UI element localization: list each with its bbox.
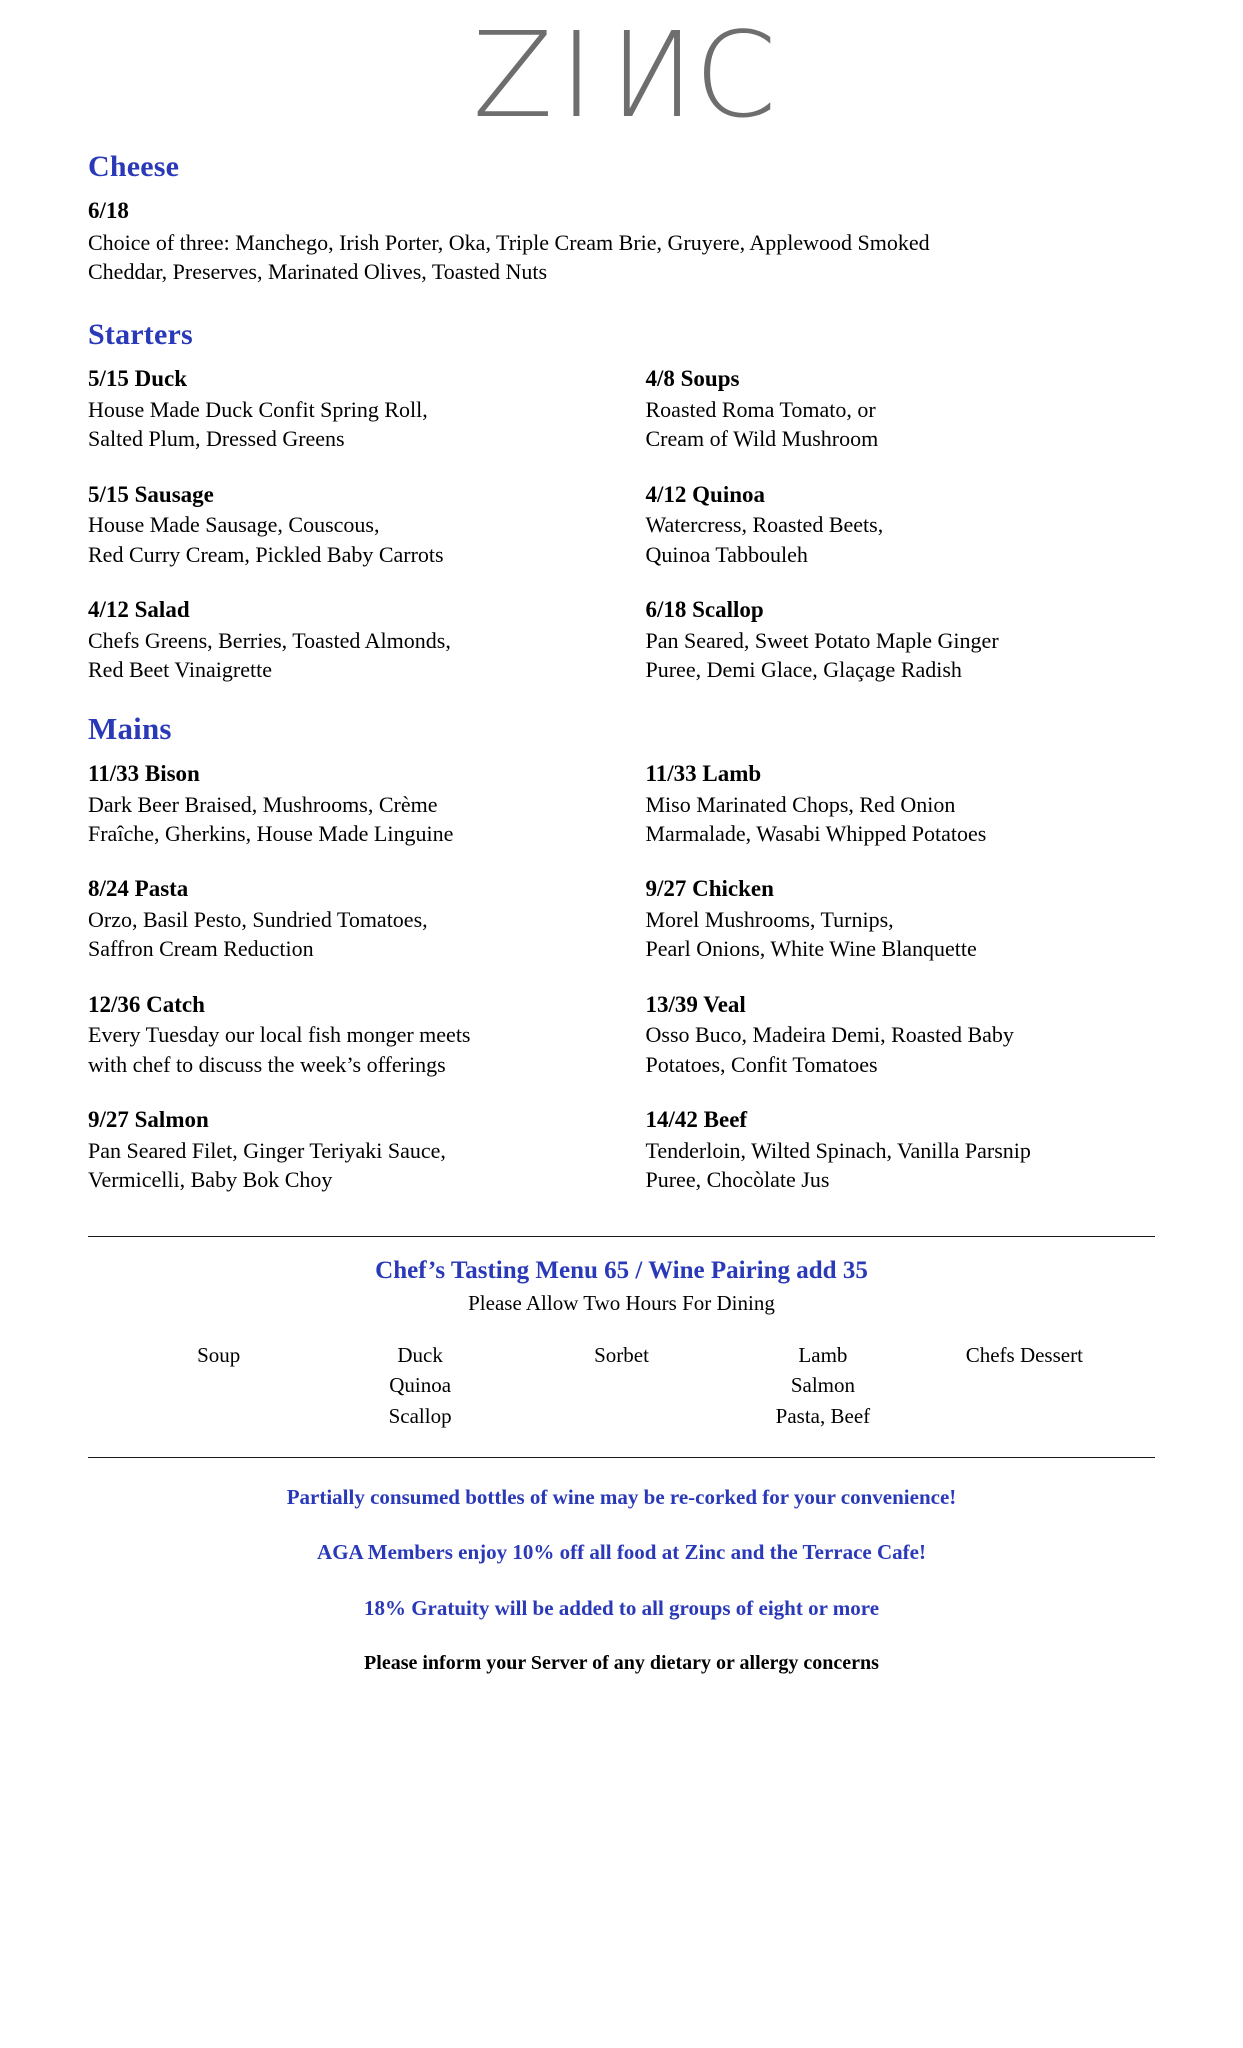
- dish-description-line-1: House Made Sausage, Couscous,: [88, 512, 380, 538]
- notice-aga-discount: AGA Members enjoy 10% off all food at Zinc and the Terrace Cafe!: [317, 1540, 926, 1565]
- notice-gratuity: 18% Gratuity will be added to all groups of eight or more: [363, 1595, 880, 1620]
- dish-name: 4/8 Soups: [645, 366, 740, 392]
- dish-catch: [88, 991, 622, 1079]
- dish-description-line-1: House Made Duck Confit Spring Roll,: [88, 397, 428, 422]
- dish-description-line-2: Marmalade, Wasabi Whipped Potatoes: [645, 821, 987, 847]
- dish-name: 14/42 Beef: [645, 1106, 748, 1132]
- dish-description: [646, 510, 1156, 569]
- cheese-description: [88, 228, 1155, 287]
- tasting-course-item: Salmon: [790, 1373, 855, 1398]
- tasting-course-item: Sorbet: [594, 1342, 649, 1367]
- tasting-course-column: [924, 1340, 1125, 1431]
- tasting-menu-title: Chef’s Tasting Menu 65 / Wine Pairing add 35: [375, 1257, 868, 1285]
- dish-description-line-1: Orzo, Basil Pesto, Sundried Tomatoes,: [88, 907, 428, 933]
- notice-wine-recork: Partially consumed bottles of wine may be re-corked for your convenience!: [286, 1484, 957, 1509]
- dish-name: 9/27 Salmon: [88, 1106, 209, 1132]
- tasting-course-column: [118, 1340, 319, 1431]
- tasting-course-item: Duck: [397, 1342, 443, 1367]
- tasting-course-item: Chefs Dessert: [965, 1342, 1083, 1367]
- starters-column-right: [622, 365, 1156, 684]
- dish-description-line-2: Saffron Cream Reduction: [88, 936, 314, 962]
- tasting-course-column: [319, 1340, 520, 1431]
- dish-description-line-2: Pearl Onions, White Wine Blanquette: [645, 936, 977, 962]
- dish-chicken: [646, 875, 1156, 963]
- tasting-course-item: Scallop: [388, 1403, 452, 1428]
- cheese-description-line-1: Choice of three: Manchego, Irish Porter, Oka, Triple Cream Brie, Gruyere, Applewood Smoked: [88, 229, 930, 255]
- dish-description-line-2: Vermicelli, Baby Bok Choy: [88, 1166, 333, 1192]
- starters-column-left: [88, 365, 622, 684]
- dish-description-line-1: Miso Marinated Chops, Red Onion: [645, 791, 956, 817]
- dish-description-line-1: Watercress, Roasted Beets,: [645, 512, 884, 538]
- cheese-description-line-2: Cheddar, Preserves, Marinated Olives, Toasted Nuts: [88, 259, 548, 284]
- dish-description-line-1: Roasted Roma Tomato, or: [645, 397, 876, 422]
- dish-name: 9/27 Chicken: [645, 876, 774, 902]
- dish-name: 13/39 Veal: [645, 991, 746, 1017]
- dish-description: [88, 905, 622, 964]
- dish-pasta: [88, 875, 622, 963]
- tasting-course-item: Soup: [197, 1342, 241, 1367]
- dish-description-line-1: Dark Beer Braised, Mushrooms, Crème: [88, 791, 438, 817]
- tasting-course-grid: [88, 1340, 1155, 1431]
- dish-name: 4/12 Salad: [88, 596, 190, 622]
- dish-description: [88, 1020, 622, 1079]
- dish-name: 8/24 Pasta: [88, 876, 189, 902]
- dish-description-line-2: Cream of Wild Mushroom: [645, 426, 879, 452]
- notice-allergy: Please inform your Server of any dietary or allergy concerns: [364, 1651, 879, 1674]
- dish-description-line-1: Chefs Greens, Berries, Toasted Almonds,: [88, 627, 451, 653]
- dish-name: 6/18 Scallop: [645, 596, 764, 622]
- dish-salad: [88, 596, 622, 684]
- dish-description: [646, 395, 1156, 454]
- menu-content: [0, 150, 1243, 1676]
- mains-columns: [88, 760, 1155, 1194]
- dish-description: [646, 626, 1156, 685]
- dish-scallop: [646, 596, 1156, 684]
- section-starters: [88, 318, 1155, 684]
- dish-description-line-2: Red Curry Cream, Pickled Baby Carrots: [88, 541, 444, 567]
- mains-column-left: [88, 760, 622, 1194]
- logo-text-n-mirrored: N: [599, 6, 695, 144]
- dish-description-line-1: Every Tuesday our local fish monger meets: [88, 1022, 471, 1048]
- dish-name: 5/15 Duck: [88, 366, 188, 392]
- dish-description-line-1: Pan Seared Filet, Ginger Teriyaki Sauce,: [88, 1137, 446, 1163]
- dish-description: [88, 395, 622, 454]
- dish-description-line-2: Salted Plum, Dressed Greens: [88, 426, 345, 452]
- dish-name: 11/33 Lamb: [645, 761, 762, 787]
- section-heading-cheese: Cheese: [88, 150, 180, 183]
- dish-name: 4/12 Quinoa: [645, 481, 766, 507]
- dish-name: 11/33 Bison: [88, 761, 200, 787]
- dish-description: [646, 1020, 1156, 1079]
- cheese-price: 6/18: [88, 198, 129, 223]
- tasting-course-item: Pasta, Beef: [775, 1403, 871, 1428]
- dish-name: 5/15 Sausage: [88, 481, 214, 507]
- tasting-course-item: Quinoa: [389, 1373, 452, 1398]
- dish-description: [88, 1136, 622, 1195]
- tasting-course-item: Lamb: [798, 1342, 848, 1367]
- dish-description: [88, 510, 622, 569]
- dish-soups: [646, 365, 1156, 453]
- logo-text-c: C: [694, 6, 783, 144]
- dish-description: [88, 790, 622, 849]
- dish-description: [646, 790, 1156, 849]
- dish-beef: [646, 1106, 1156, 1194]
- dish-description-line-1: Osso Buco, Madeira Demi, Roasted Baby: [645, 1022, 1014, 1048]
- dish-salmon: [88, 1106, 622, 1194]
- starters-columns: [88, 365, 1155, 684]
- dish-sausage: [88, 481, 622, 569]
- dish-description-line-2: Potatoes, Confit Tomatoes: [645, 1051, 878, 1077]
- section-tasting-menu: [88, 1237, 1155, 1431]
- section-heading-starters: Starters: [88, 318, 193, 352]
- section-mains: [88, 712, 1155, 1194]
- dish-veal: [646, 991, 1156, 1079]
- dish-quinoa: [646, 481, 1156, 569]
- dish-lamb: [646, 760, 1156, 848]
- dish-description-line-2: Fraîche, Gherkins, House Made Linguine: [88, 821, 454, 847]
- dish-duck: [88, 365, 622, 453]
- mains-column-right: [622, 760, 1156, 1194]
- section-cheese: [88, 150, 1155, 286]
- logo-text: [472, 6, 783, 144]
- dish-description: [646, 905, 1156, 964]
- logo-text-zi: ZI: [472, 6, 600, 144]
- dish-description: [646, 1136, 1156, 1195]
- tasting-menu-subtitle: Please Allow Two Hours For Dining: [468, 1291, 775, 1316]
- dish-description-line-1: Morel Mushrooms, Turnips,: [645, 907, 894, 933]
- dish-description-line-1: Pan Seared, Sweet Potato Maple Ginger: [645, 627, 999, 653]
- dish-description-line-2: Puree, Chocòlate Jus: [645, 1166, 830, 1192]
- restaurant-logo: [0, 0, 1243, 150]
- dish-description: [88, 626, 622, 685]
- footer-notices: [88, 1458, 1155, 1676]
- dish-bison: [88, 760, 622, 848]
- dish-description-line-2: Puree, Demi Glace, Glaçage Radish: [645, 656, 962, 682]
- dish-name: 12/36 Catch: [88, 991, 205, 1017]
- tasting-course-column: [521, 1340, 722, 1431]
- dish-description-line-1: Tenderloin, Wilted Spinach, Vanilla Parsnip: [645, 1137, 1031, 1163]
- section-heading-mains: Mains: [88, 711, 172, 746]
- dish-description-line-2: Quinoa Tabbouleh: [645, 541, 808, 567]
- dish-description-line-2: Red Beet Vinaigrette: [88, 656, 272, 682]
- dish-description-line-2: with chef to discuss the week’s offerings: [88, 1051, 446, 1077]
- tasting-course-column: [722, 1340, 923, 1431]
